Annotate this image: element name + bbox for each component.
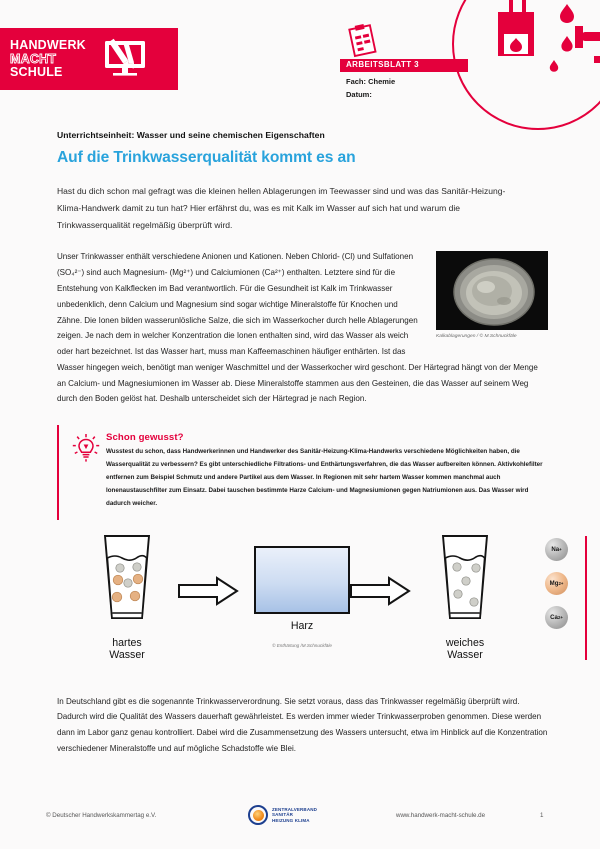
zvshk-ring-icon — [248, 805, 268, 825]
right-arrow-icon-2 — [349, 576, 411, 606]
ion-mg-label: Mg — [549, 579, 559, 587]
zvshk-dot-icon — [253, 810, 264, 821]
water-drop-icon — [550, 4, 574, 72]
ion-mg-charge: 2+ — [558, 580, 564, 586]
page-content — [0, 130, 600, 757]
ion-mg — [545, 572, 568, 595]
ion-legend — [545, 538, 568, 629]
hard-water-stage — [71, 534, 183, 663]
body-section — [57, 249, 548, 407]
footer-page-number: 1 — [540, 812, 544, 819]
unit-eyebrow: Unterrichtseinheit: Wasser und seine chemischen Eigenschaften — [57, 130, 325, 140]
ion-na-label: Na — [551, 545, 560, 553]
ion-ca-label: Ca — [550, 613, 558, 621]
limescale-photo — [436, 251, 548, 330]
zvshk-wordmark — [272, 807, 317, 824]
clipboard-icon — [348, 24, 378, 58]
page-header — [0, 0, 600, 118]
zvshk-line2: SANITÄR — [272, 812, 294, 818]
subject-field: Fach: Chemie — [346, 77, 396, 86]
brand-logo-line3: SCHULE — [10, 65, 63, 80]
hard-water-label — [71, 637, 183, 663]
limescale-figure — [436, 251, 548, 341]
water-softening-diagram — [57, 532, 564, 680]
hard-water-beaker-icon — [92, 534, 162, 626]
brand-logo — [0, 28, 178, 90]
lightbulb-icon — [71, 430, 101, 464]
zvshk-line3: HEIZUNG KLIMA — [272, 817, 310, 823]
did-you-know-text: Wusstest du schon, dass Handwerkerinnen und Handwerker des Sanitär-Heizung-Klima-Handwerks verschiedene Möglichkeiten haben, die Wasserqualität zu verbessern? Es gibt unterschiedliche Filtrations- und Enthärtungsverfahren, die das Wasser aufbereiten können. Aktivkohlefilter entfernen zum Beispiel Schmutz und andere Partikel aus dem Wasser. In Regionen mit sehr hartem Wasser kommen manchmal auch Ionenaustauschfilter zum Einsatz. Dabei tauschen bestimmte Harze Calcium- und Magnesiumionen gegen Natriumionen aus. Das Wasser wird dadurch weicher. — [106, 448, 543, 507]
brand-logo-line1: HANDWERK — [10, 38, 86, 53]
soft-water-stage — [409, 534, 521, 663]
footer-url[interactable]: www.handwerk-macht-schule.de — [396, 812, 486, 819]
brand-logo-wordmark — [10, 39, 86, 79]
resin-label: Harz — [290, 619, 314, 632]
ion-na-charge: + — [559, 546, 562, 552]
did-you-know-box — [57, 425, 548, 519]
ion-ca — [545, 606, 568, 629]
soft-water-beaker-icon — [430, 534, 500, 626]
faucet-icon — [575, 26, 600, 63]
sheet-label: ARBEITSBLATT 3 — [346, 60, 420, 69]
date-field: Datum: — [346, 90, 372, 99]
soft-water-label-line2: Wasser — [447, 649, 483, 662]
did-you-know-heading: Schon gewusst? — [106, 432, 184, 444]
intro-paragraph: Hast du dich schon mal gefragt was die kleinen hellen Ablagerungen im Teewasser sind und was das Sanitär-Heizung-Klima-Handwerk damit zu tun hat? Hier erfährst du, was es mit Kalk im Wasser auf sich hat und warum die Trinkwasserqualität regelmäßig überprüft wird. — [57, 186, 506, 230]
page-footer — [0, 803, 600, 835]
zvshk-line1: ZENTRALVERBAND — [272, 806, 318, 812]
resin-box-icon — [254, 546, 350, 614]
blackboard-pencil-icon — [96, 37, 154, 81]
diagram-credit: © Enthärtung /M.Schnuckfäle — [272, 643, 332, 649]
page-title: Auf die Trinkwasserqualität kommt es an — [57, 149, 356, 166]
soft-water-label-line1: weiches — [445, 636, 485, 649]
resin-stage — [243, 534, 361, 649]
right-arrow-icon — [177, 576, 239, 606]
diagram-accent-rule — [585, 536, 587, 660]
main-paragraph-text: Unser Trinkwasser enthält verschiedene Anionen und Kationen. Neben Chlorid- (Cl) und Sulfationen (SO₄²⁻) sind auch Magnesium- (Mg²⁺) und Calciumionen (Ca²⁺) enthalten. Letztere sind für die Entstehung von Kalkflecken im Bad verantwortlich. Für die Gesundheit ist Kalk im Trinkwasser unbedenklich, denn Calcium und Magnesium sind sogar wichtige Mineralstoffe für Knochen und Zähne. Die Ionen bilden wasserunlösliche Salze, die sich im Wasserkocher durch helle Ablagerungen zeigen. Je nach dem in welcher Konzentration die Ionen enthalten sind, wird das Wasser als weich oder hart bezeichnet. Ist das Wasser hart, muss man Kaffeemaschinen häufiger enthärten. Ist das Wasser hingegen weich, benötigt man weniger Waschmittel und der Wasserkocher wird geschont. Der Härtegrad hängt von der Menge an Calcium- und Magnesiumionen im Wasser ab. Diese Mineralstoffe stammen aus den Gesteinen, die das Wasser auf seinem Weg durch den Boden gelöst hat. Deshalb unterscheidet sich der Härtegrad je nach Region. — [57, 252, 538, 404]
soft-water-label — [409, 637, 521, 663]
footer-copyright: © Deutscher Handwerkskammertag e.V. — [46, 812, 157, 819]
footer-partner-logo — [248, 805, 317, 825]
closing-paragraph: In Deutschland gibt es die sogenannte Trinkwasserverordnung. Sie setzt voraus, dass das Trinkwasser regelmäßig überprüft wird. Dadurch wird die Qualität des Wassers dauerhaft gewährleistet. Es werden immer wieder Trinkwasserproben genommen. Diese werden dann im Labor ganz genau kontrolliert. Dabei wird die Zusammensetzung des Wassers untersucht, etwa im Hinblick auf die Konzentration verschiedener Mineralstoffe und auf mögliche Schadstoffe wie Blei. — [57, 696, 548, 753]
hard-water-label-line2: Wasser — [109, 649, 145, 662]
ion-na — [545, 538, 568, 561]
header-artwork — [452, 0, 600, 130]
photo-caption: Kalkablagerungen / © M.Schnuckfäle — [436, 334, 517, 340]
ion-ca-charge: 2+ — [557, 614, 563, 620]
brand-logo-line2: MACHT — [10, 51, 57, 66]
hard-water-label-line1: hartes — [112, 636, 142, 649]
